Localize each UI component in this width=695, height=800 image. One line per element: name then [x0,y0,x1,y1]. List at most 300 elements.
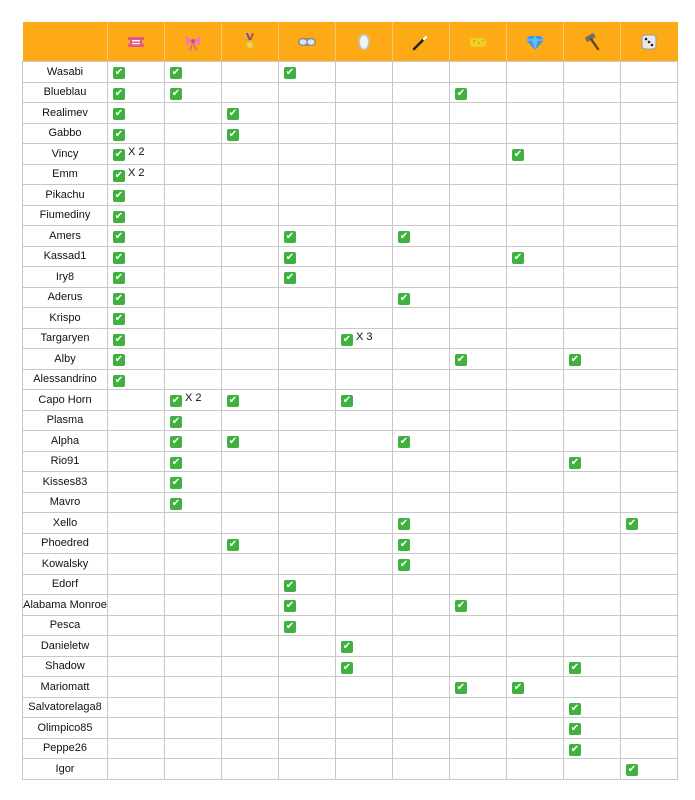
item-cell [336,267,393,288]
item-cell [621,185,678,206]
item-cell [279,164,336,185]
item-cell [279,492,336,513]
ticket-icon [126,32,146,52]
item-cell [108,308,165,329]
item-cell [165,144,222,165]
player-name-cell: Peppe26 [23,738,108,759]
header-row [23,22,678,62]
player-name-cell: Kowalsky [23,554,108,575]
item-cell [507,554,564,575]
item-cell [621,431,678,452]
item-cell [222,103,279,124]
player-name-cell: Wasabi [23,62,108,83]
table-row [23,246,678,267]
item-cell [108,492,165,513]
check-icon: ✔ [399,436,409,448]
item-cell [621,595,678,616]
check-icon: ✔ [114,108,124,120]
item-cell [336,287,393,308]
player-name-cell: Amers [23,226,108,247]
item-cell [450,205,507,226]
item-cell [336,472,393,493]
player-name-cell: Xello [23,513,108,534]
item-cell [564,513,621,534]
gem-icon [525,32,545,52]
check-icon: ✔ [399,292,409,304]
item-cell [393,82,450,103]
item-cell [336,410,393,431]
item-cell [108,636,165,657]
item-cell [222,533,279,554]
item-cell [564,185,621,206]
check-icon: ✔ [456,600,466,612]
item-cell [165,513,222,534]
item-cell [393,185,450,206]
item-cell [450,533,507,554]
item-cell [336,308,393,329]
item-cell [450,718,507,739]
check-icon: ✔ [114,128,124,140]
check-icon: ✔ [342,395,352,407]
item-cell [507,431,564,452]
item-cell [108,738,165,759]
item-cell [621,759,678,780]
item-cell [165,185,222,206]
item-cell [621,615,678,636]
item-cell [564,697,621,718]
check-icon: ✔ [114,272,124,284]
item-cell [279,595,336,616]
item-cell [336,697,393,718]
check-icon: ✔ [399,518,409,530]
item-cell [165,390,222,411]
item-cell [222,123,279,144]
item-cell [450,759,507,780]
item-cell [336,718,393,739]
item-cell [393,267,450,288]
table-row [23,697,678,718]
item-cell [450,410,507,431]
header-mirror [336,22,393,62]
item-cell [336,226,393,247]
item-cell [108,574,165,595]
item-cell [450,615,507,636]
check-icon: ✔ [570,661,580,673]
item-cell [507,185,564,206]
item-cell [507,533,564,554]
item-cell [336,492,393,513]
item-cell [507,574,564,595]
item-cell [450,369,507,390]
item-cell [450,697,507,718]
item-cell [165,369,222,390]
table-row [23,677,678,698]
table-row [23,62,678,83]
item-cell [336,328,393,349]
item-cell [165,287,222,308]
item-cell [336,185,393,206]
item-cell [393,697,450,718]
item-cell [621,369,678,390]
item-cell [108,759,165,780]
item-cell [507,410,564,431]
item-cell [165,410,222,431]
table-row [23,103,678,124]
check-icon: ✔ [114,67,124,79]
item-cell [393,554,450,575]
item-cell [621,472,678,493]
check-icon: ✔ [228,538,238,550]
magic-wand-icon [411,32,431,52]
table-row [23,349,678,370]
item-cell [336,349,393,370]
item-cell [165,738,222,759]
item-cell [393,431,450,452]
item-cell [108,718,165,739]
item-cell [222,308,279,329]
item-cell [222,574,279,595]
item-cell [450,636,507,657]
item-cell [165,226,222,247]
item-cell [222,410,279,431]
item-cell [165,451,222,472]
item-cell [336,451,393,472]
check-icon: ✔ [513,149,523,161]
item-cell [222,472,279,493]
item-cell [108,554,165,575]
check-icon: ✔ [114,313,124,325]
item-cell [621,451,678,472]
item-cell [621,677,678,698]
item-cell [450,123,507,144]
item-cell [108,513,165,534]
item-cell [165,759,222,780]
item-cell [507,697,564,718]
item-cell [336,656,393,677]
item-cell [222,267,279,288]
item-cell [621,718,678,739]
header-name-cell [23,22,108,62]
item-cell [564,759,621,780]
item-cell [336,103,393,124]
item-cell [507,492,564,513]
item-cell [450,62,507,83]
item-cell [108,390,165,411]
item-cell [507,615,564,636]
item-cell [108,328,165,349]
check-icon: ✔ [285,231,295,243]
check-icon: ✔ [171,477,181,489]
item-cell [222,246,279,267]
item-cell [165,82,222,103]
item-cell [222,636,279,657]
item-cell [564,451,621,472]
check-icon: ✔ [228,128,238,140]
item-cell [621,267,678,288]
table-row [23,574,678,595]
item-cell [393,451,450,472]
item-cell [393,287,450,308]
item-cell [336,595,393,616]
item-cell [279,656,336,677]
item-cell [336,636,393,657]
player-name-cell: Alessandrino [23,369,108,390]
item-cell [621,123,678,144]
item-cell [450,185,507,206]
item-cell [621,513,678,534]
item-cell [336,677,393,698]
table-row [23,533,678,554]
item-cell [564,390,621,411]
item-cell [279,615,336,636]
item-cell [336,144,393,165]
item-cell [393,144,450,165]
item-cell [393,410,450,431]
check-icon: ✔ [114,333,124,345]
item-cell [165,308,222,329]
item-cell [222,718,279,739]
items-table-container [22,22,678,780]
item-cell [279,636,336,657]
item-cell [621,164,678,185]
player-name-cell: Alpha [23,431,108,452]
check-icon: ✔ [399,231,409,243]
hammer-icon [582,32,602,52]
item-cell [279,472,336,493]
goggles-icon [297,32,317,52]
check-icon: ✔ [171,87,181,99]
item-cell [279,554,336,575]
item-cell [393,328,450,349]
item-cell [507,164,564,185]
item-cell [108,369,165,390]
item-cell [393,656,450,677]
item-cell [393,390,450,411]
item-cell [621,533,678,554]
item-cell [222,287,279,308]
item-cell [507,451,564,472]
table-row [23,410,678,431]
item-cell [507,246,564,267]
check-icon: ✔ [456,87,466,99]
item-cell [165,574,222,595]
check-icon: ✔ [285,600,295,612]
item-cell [450,738,507,759]
item-cell [393,369,450,390]
item-cell [279,144,336,165]
item-cell [336,82,393,103]
item-cell [222,349,279,370]
item-cell [279,205,336,226]
item-cell [222,554,279,575]
check-icon: ✔ [114,292,124,304]
check-icon: ✔ [171,456,181,468]
item-cell [564,103,621,124]
item-cell [222,328,279,349]
item-cell [165,677,222,698]
item-cell [621,410,678,431]
item-cell [507,103,564,124]
item-cell [450,308,507,329]
item-cell [507,677,564,698]
item-cell [621,697,678,718]
count-label: X 2 [128,166,145,179]
item-cell [108,103,165,124]
table-row [23,308,678,329]
player-name-cell: Igor [23,759,108,780]
player-name-cell: Mavro [23,492,108,513]
item-cell [564,267,621,288]
item-cell [450,287,507,308]
check-icon: ✔ [570,456,580,468]
item-cell [564,718,621,739]
item-cell [621,738,678,759]
item-cell [336,62,393,83]
item-cell [165,103,222,124]
table-row [23,636,678,657]
header-gem [507,22,564,62]
item-cell [108,656,165,677]
bow-icon [183,32,203,52]
item-cell [507,390,564,411]
item-cell [393,492,450,513]
player-name-cell: Blueblau [23,82,108,103]
item-cell [222,205,279,226]
table-row [23,164,678,185]
item-cell [165,492,222,513]
item-cell [279,226,336,247]
item-cell [564,226,621,247]
item-cell [108,267,165,288]
check-icon: ✔ [114,251,124,263]
check-icon: ✔ [570,702,580,714]
item-cell [393,123,450,144]
player-name-cell: Iry8 [23,267,108,288]
item-cell [621,205,678,226]
check-icon: ✔ [114,210,124,222]
item-cell [621,349,678,370]
item-cell [222,615,279,636]
item-cell [336,390,393,411]
header-hammer [564,22,621,62]
item-cell [621,328,678,349]
item-cell [336,574,393,595]
check-icon: ✔ [342,333,352,345]
item-cell [393,103,450,124]
item-cell [108,615,165,636]
item-cell [507,349,564,370]
item-cell [222,738,279,759]
check-icon: ✔ [114,374,124,386]
item-cell [564,431,621,452]
item-cell [279,246,336,267]
item-cell [336,759,393,780]
item-cell [507,144,564,165]
item-cell [450,656,507,677]
item-cell [108,472,165,493]
check-icon: ✔ [456,682,466,694]
item-cell [165,205,222,226]
check-icon: ✔ [285,579,295,591]
item-cell [393,472,450,493]
item-cell [165,349,222,370]
item-cell [108,349,165,370]
item-cell [108,677,165,698]
item-cell [564,287,621,308]
item-cell [336,513,393,534]
item-cell [222,595,279,616]
item-cell [564,615,621,636]
item-cell [564,82,621,103]
item-cell [564,472,621,493]
item-cell [222,677,279,698]
table-row [23,656,678,677]
check-icon: ✔ [570,723,580,735]
count-label: X 2 [185,392,202,405]
header-sponge [450,22,507,62]
item-cell [450,451,507,472]
item-cell [564,554,621,575]
item-cell [393,246,450,267]
table-row [23,472,678,493]
check-icon: ✔ [171,415,181,427]
item-cell [507,123,564,144]
table-row [23,226,678,247]
check-icon: ✔ [114,354,124,366]
item-cell [393,205,450,226]
item-cell [222,656,279,677]
item-cell [393,759,450,780]
header-medal [222,22,279,62]
player-name-cell: Olimpico85 [23,718,108,739]
item-cell [336,205,393,226]
item-cell [507,718,564,739]
item-cell [108,246,165,267]
item-cell [222,492,279,513]
check-icon: ✔ [285,272,295,284]
player-name-cell: Fiumediny [23,205,108,226]
item-cell [450,431,507,452]
header-goggles [279,22,336,62]
item-cell [564,164,621,185]
item-cell [450,82,507,103]
check-icon: ✔ [627,518,637,530]
item-cell [564,533,621,554]
table-row [23,554,678,575]
item-cell [450,492,507,513]
item-cell [564,369,621,390]
item-cell [507,267,564,288]
item-cell [279,328,336,349]
item-cell [564,636,621,657]
item-cell [393,677,450,698]
item-cell [564,308,621,329]
item-cell [564,738,621,759]
item-cell [393,226,450,247]
player-name-cell: Aderus [23,287,108,308]
item-cell [621,62,678,83]
item-cell [507,82,564,103]
item-cell [222,759,279,780]
item-cell [279,308,336,329]
item-cell [165,533,222,554]
item-cell [450,513,507,534]
table-row [23,390,678,411]
item-cell [336,431,393,452]
item-cell [450,677,507,698]
table-row [23,287,678,308]
item-cell [108,451,165,472]
